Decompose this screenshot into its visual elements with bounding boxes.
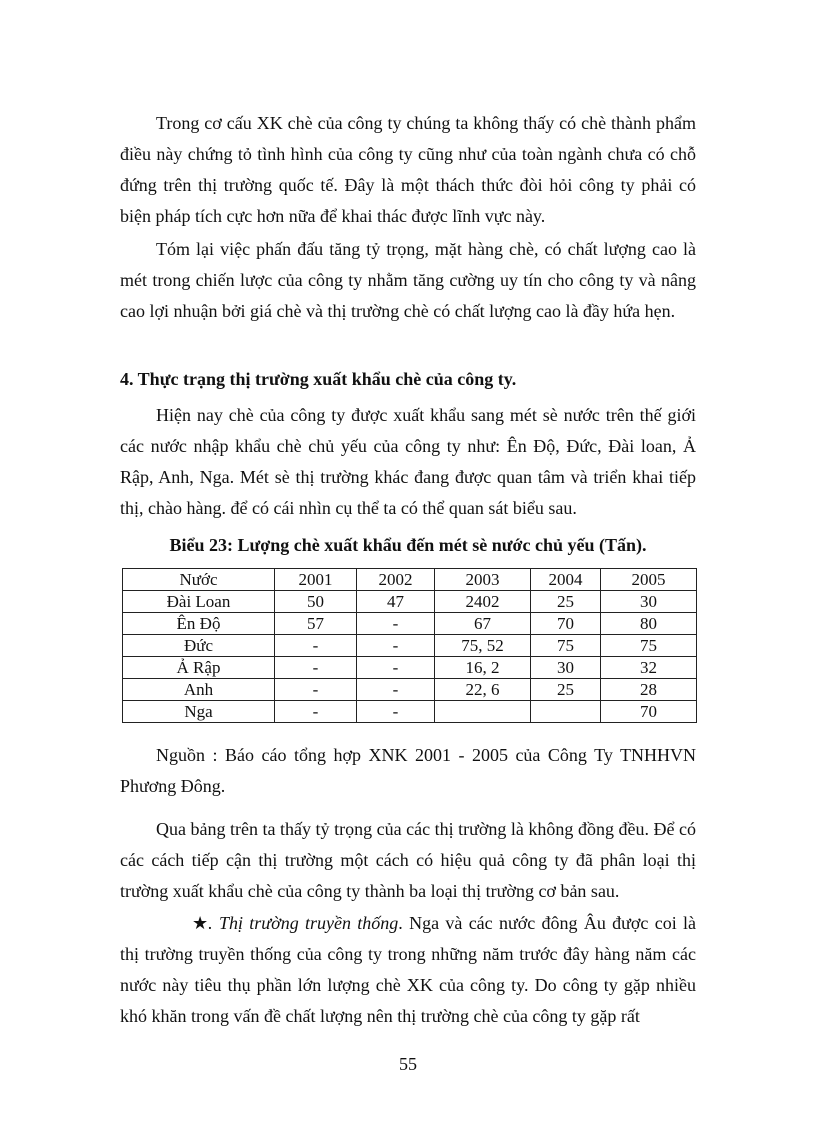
table-row: [123, 701, 697, 723]
traditional-market-text: . Nga và các nước đông Âu được coi là thị trường truyền thống của công ty trong những năm trước đây hàng năm các nước này tiêu thụ phần lớn lượng chè XK của công ty. Do công ty gặp nhiều khó khăn trong vấn đề chất lượng nên thị trường chè của công ty gặp rất: [120, 913, 696, 1026]
table-cell: 22, 6: [435, 679, 531, 701]
table-cell: 80: [601, 613, 697, 635]
paragraph-market-analysis: Qua bảng trên ta thấy tỷ trọng của các thị trường là không đồng đều. Để có các cách tiếp cận thị trường một cách có hiệu quả công ty đã phân loại thị trường xuất khẩu chè của công ty thành ba loại thị trường cơ bản sau.: [120, 819, 696, 901]
table-header-cell: 2005: [601, 569, 697, 591]
table-caption: Biểu 23: Lượng chè xuất khẩu đến mét sè nước chủ yếu (Tấn).: [169, 535, 647, 555]
table-cell: -: [275, 701, 357, 723]
table-cell: -: [357, 635, 435, 657]
table-cell: 67: [435, 613, 531, 635]
table-cell: -: [357, 613, 435, 635]
table-header-cell: 2003: [435, 569, 531, 591]
table-cell-country: Ên Độ: [123, 613, 275, 635]
table-source-note: Nguồn : Báo cáo tổng hợp XNK 2001 - 2005 của Công Ty TNHHVN Phương Đông.: [120, 745, 696, 796]
table-cell: [531, 701, 601, 723]
table-cell: 25: [531, 591, 601, 613]
table-cell: 57: [275, 613, 357, 635]
table-cell: 2402: [435, 591, 531, 613]
table-header-cell: 2004: [531, 569, 601, 591]
export-volume-table: [122, 568, 697, 723]
table-cell: 28: [601, 679, 697, 701]
paragraph-product-structure: Trong cơ cấu XK chè của công ty chúng ta không thấy có chè thành phẩm điều này chứng tỏ tình hình của công ty cũng như của toàn ngành chưa có chỗ đứng trên thị trường quốc tế. Đây là một thách thức đòi hỏi công ty phải có biện pháp tích cực hơn nữa để khai thác được lĩnh vực này.: [120, 113, 696, 226]
table-cell: 75: [601, 635, 697, 657]
table-cell: 50: [275, 591, 357, 613]
table-cell-country: Anh: [123, 679, 275, 701]
table-cell: -: [357, 657, 435, 679]
table-cell: 25: [531, 679, 601, 701]
table-cell-country: Đức: [123, 635, 275, 657]
table-row: [123, 613, 697, 635]
table-cell: -: [275, 679, 357, 701]
traditional-market-term: . Thị trường truyền thống: [208, 913, 399, 933]
table-header-cell: 2001: [275, 569, 357, 591]
table-header-cell: Nước: [123, 569, 275, 591]
table-cell: -: [275, 657, 357, 679]
table-cell: -: [357, 701, 435, 723]
table-row: [123, 679, 697, 701]
table-cell: 70: [601, 701, 697, 723]
table-row: [123, 657, 697, 679]
paragraph-current-markets: Hiện nay chè của công ty được xuất khẩu sang mét sè nước trên thế giới các nước nhập khẩu chè chủ yếu của công ty như: Ên Độ, Đức, Đài loan, Ả Rập, Anh, Nga. Mét sè thị trường khác đang được quan tâm và triển khai tiếp thị, chào hàng. để có cái nhìn cụ thể ta có thể quan sát biểu sau.: [120, 405, 696, 518]
table-cell: -: [357, 679, 435, 701]
table-cell: 75, 52: [435, 635, 531, 657]
table-cell: [435, 701, 531, 723]
table-row: [123, 591, 697, 613]
table-cell: 75: [531, 635, 601, 657]
table-cell: -: [275, 635, 357, 657]
star-bullet-icon: ★: [192, 913, 209, 933]
paragraph-summary: Tóm lại việc phấn đấu tăng tỷ trọng, mặt hàng chè, có chất lượng cao là mét trong chiến lược của công ty nhằm tăng cường uy tín cho công ty và nâng cao lợi nhuận bởi giá chè và thị trường chè có chất lượng cao là đầy hứa hẹn.: [120, 239, 696, 321]
page-number: 55: [399, 1054, 417, 1074]
table-cell: 70: [531, 613, 601, 635]
table-cell: 47: [357, 591, 435, 613]
table-cell: 30: [531, 657, 601, 679]
table-cell: 30: [601, 591, 697, 613]
table-cell-country: Nga: [123, 701, 275, 723]
paragraph-traditional-market: [120, 908, 696, 1032]
table-header-row: [123, 569, 697, 591]
table-cell: 32: [601, 657, 697, 679]
table-cell-country: Đài Loan: [123, 591, 275, 613]
section-heading: 4. Thực trạng thị trường xuất khẩu chè của công ty.: [120, 369, 517, 389]
table-cell-country: Ả Rập: [123, 657, 275, 679]
table-header-cell: 2002: [357, 569, 435, 591]
table-row: [123, 635, 697, 657]
table-cell: 16, 2: [435, 657, 531, 679]
